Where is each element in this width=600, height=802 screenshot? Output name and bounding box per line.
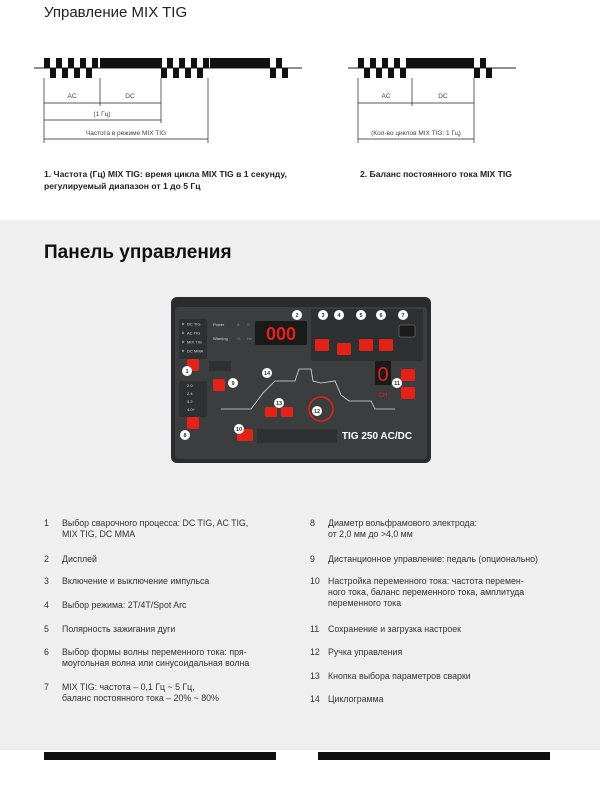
waveform-pulse bbox=[161, 68, 167, 78]
callout-number: 7 bbox=[401, 313, 405, 319]
legend-item-text: Ручка управления bbox=[328, 647, 403, 657]
waveform-pulse bbox=[210, 58, 270, 68]
callout-number: 9 bbox=[231, 381, 235, 387]
mix-tig-section bbox=[0, 0, 600, 220]
svg-text:S: S bbox=[247, 322, 250, 327]
waveform-pulse bbox=[197, 68, 203, 78]
label-frequency: Частота в режиме MIX TIG bbox=[85, 130, 167, 137]
svg-text:4.0+: 4.0+ bbox=[187, 407, 195, 412]
label-period: (1 Гц) bbox=[93, 111, 111, 118]
waveform-pulse bbox=[62, 68, 68, 78]
waveform-pulse bbox=[56, 58, 62, 68]
legend-item-text: Выбор режима: 2T/4T/Spot Arc bbox=[62, 600, 187, 610]
label-cycles: (Кол-во циклов MIX TIG: 1 Гц) bbox=[371, 130, 461, 137]
process-ac-tig: AC TIG bbox=[187, 330, 201, 336]
waveform-pulse bbox=[80, 58, 86, 68]
legend-right bbox=[310, 518, 570, 718]
load-button[interactable] bbox=[401, 387, 415, 399]
legend-item-number: 11 bbox=[310, 624, 320, 634]
legend-item-number: 2 bbox=[44, 554, 49, 564]
waveform-pulse bbox=[50, 68, 56, 78]
label-dc: DC bbox=[125, 93, 135, 100]
waveform-pulse bbox=[100, 58, 162, 68]
waveform-pulse bbox=[394, 58, 400, 68]
legend-item-text: Дистанционное управление: педаль (опционально) bbox=[328, 554, 538, 564]
svg-text:Hz: Hz bbox=[247, 336, 252, 341]
legend-item-number: 13 bbox=[310, 671, 320, 681]
legend-item-number: 1 bbox=[44, 518, 49, 528]
waveform-pulse bbox=[167, 58, 173, 68]
callout-number: 10 bbox=[235, 427, 243, 433]
mix-tig-balance-diagram bbox=[344, 48, 524, 148]
note-frequency: 1. Частота (Гц) MIX TIG: время цикла MIX TIG в 1 секунду, регулируемый диапазон от 1 до 5 Гц bbox=[44, 169, 287, 191]
label-ac: AC bbox=[381, 93, 391, 100]
waveform-pulse bbox=[68, 58, 74, 68]
process-dc-tig: DC TIG bbox=[187, 321, 201, 327]
waveform-pulse bbox=[382, 58, 388, 68]
callout-number: 3 bbox=[321, 313, 325, 319]
channel-display: 0 bbox=[377, 364, 389, 386]
waveform-pulse bbox=[364, 68, 370, 78]
legend-item-text: Выбор формы волны переменного тока: пря- моугольная волна или синусоидальная волна bbox=[62, 647, 250, 668]
warning-label: Warning bbox=[213, 336, 228, 341]
waveform-pulse bbox=[412, 58, 474, 68]
callout-number: 4 bbox=[337, 313, 341, 319]
waveform-pulse bbox=[406, 58, 412, 68]
legend-item-number: 5 bbox=[44, 624, 49, 634]
section-title-mix-tig: Управление MIX TIG bbox=[44, 4, 188, 21]
waveform-pulse bbox=[276, 58, 282, 68]
waveform-pulse bbox=[44, 58, 50, 68]
legend-item-text: Дисплей bbox=[62, 554, 97, 564]
callout-number: 6 bbox=[379, 313, 383, 319]
waveform-pulse bbox=[270, 68, 276, 78]
legend-item-number: 12 bbox=[310, 647, 320, 657]
mix-tig-frequency-diagram bbox=[30, 48, 310, 148]
svg-text:2.0: 2.0 bbox=[187, 383, 193, 388]
waveform-pulse bbox=[191, 58, 197, 68]
power-label: Power bbox=[213, 322, 225, 327]
waveform-pulse bbox=[370, 58, 376, 68]
waveform-pulse bbox=[480, 58, 486, 68]
legend-item-text: MIX TIG: частота – 0,1 Гц ~ 5 Гц, баланс постоянного тока – 20% ~ 80% bbox=[62, 682, 219, 703]
legend-item-number: 3 bbox=[44, 576, 49, 586]
note-balance: 2. Баланс постоянного тока MIX TIG bbox=[360, 169, 512, 179]
legend-item-text: Циклограмма bbox=[328, 694, 384, 704]
save-button[interactable] bbox=[401, 369, 415, 381]
label-ac: AC bbox=[67, 93, 77, 100]
waveform-pulse bbox=[173, 68, 179, 78]
waveform-pulse bbox=[86, 68, 92, 78]
svg-text:%: % bbox=[237, 336, 241, 341]
waveform-pulse bbox=[92, 58, 98, 68]
legend-item-number: 4 bbox=[44, 600, 49, 610]
waveform-pulse bbox=[486, 68, 492, 78]
legend-item-text: Диаметр вольфрамового электрода: от 2,0 мм до >4,0 мм bbox=[328, 518, 477, 539]
legend-item-number: 9 bbox=[310, 554, 315, 564]
waveform-pulse bbox=[358, 58, 364, 68]
bottom-image-edge-left bbox=[44, 752, 276, 760]
electrode-button[interactable] bbox=[187, 417, 199, 429]
legend-item-text: Включение и выключение импульса bbox=[62, 576, 210, 586]
legend-item-text: Выбор сварочного процесса: DC TIG, AC TIG, MIX TIG, DC MMA bbox=[62, 518, 249, 539]
waveform-pulse bbox=[282, 68, 288, 78]
callout-number: 1 bbox=[185, 369, 189, 375]
legend-item-number: 7 bbox=[44, 682, 49, 692]
process-dc-mma: DC MMA bbox=[187, 348, 204, 354]
waveform-pulse bbox=[203, 58, 209, 68]
process-mix-tig: MIX TIG bbox=[187, 339, 202, 345]
polarity-button[interactable] bbox=[359, 339, 373, 351]
callout-number: 11 bbox=[394, 381, 400, 387]
control-panel-title: Панель управления bbox=[44, 242, 232, 263]
svg-text:A: A bbox=[237, 322, 240, 327]
waveform-pulse bbox=[376, 68, 382, 78]
control-panel-image bbox=[171, 297, 431, 463]
mix-tig-button[interactable] bbox=[399, 325, 415, 337]
bottom-image-edge-right bbox=[318, 752, 550, 760]
waveform-pulse bbox=[400, 68, 406, 78]
legend-item-number: 10 bbox=[310, 576, 320, 586]
callout-number: 13 bbox=[275, 401, 283, 407]
pulse-button[interactable] bbox=[315, 339, 329, 351]
callout-number: 14 bbox=[263, 371, 271, 377]
main-display: 000 bbox=[265, 324, 297, 344]
callout-number: 2 bbox=[295, 313, 299, 319]
callout-number: 12 bbox=[313, 409, 321, 415]
svg-text:2.4: 2.4 bbox=[187, 391, 193, 396]
legend-left bbox=[44, 518, 300, 718]
waveform-pulse bbox=[474, 68, 480, 78]
legend-item-text: Сохранение и загрузка настроек bbox=[328, 624, 461, 634]
svg-text:3.2: 3.2 bbox=[187, 399, 193, 404]
waveform-pulse bbox=[74, 68, 80, 78]
legend-item-number: 14 bbox=[310, 694, 320, 704]
waveform-pulse bbox=[179, 58, 185, 68]
legend-item-number: 8 bbox=[310, 518, 315, 528]
param-left-button[interactable] bbox=[265, 407, 277, 417]
waveform-pulse bbox=[185, 68, 191, 78]
legend-item-text: Кнопка выбора параметров сварки bbox=[328, 671, 471, 681]
legend-item-number: 6 bbox=[44, 647, 49, 657]
ch-label: CH bbox=[378, 393, 388, 399]
param-right-button[interactable] bbox=[281, 407, 293, 417]
waveform-button[interactable] bbox=[379, 339, 393, 351]
label-dc: DC bbox=[438, 93, 448, 100]
model-name: TIG 250 AC/DC bbox=[341, 431, 413, 442]
legend-item-text: Полярность зажигания дуги bbox=[62, 624, 176, 634]
waveform-pulse bbox=[388, 68, 394, 78]
mode-button[interactable] bbox=[337, 343, 351, 355]
legend-item-text: Настройка переменного тока: частота перемен- ного тока, баланс переменного тока, амплитуда переменного тока bbox=[328, 576, 525, 608]
callout-number: 5 bbox=[359, 313, 363, 319]
callout-number: 8 bbox=[183, 433, 187, 439]
remote-button[interactable] bbox=[213, 379, 225, 391]
